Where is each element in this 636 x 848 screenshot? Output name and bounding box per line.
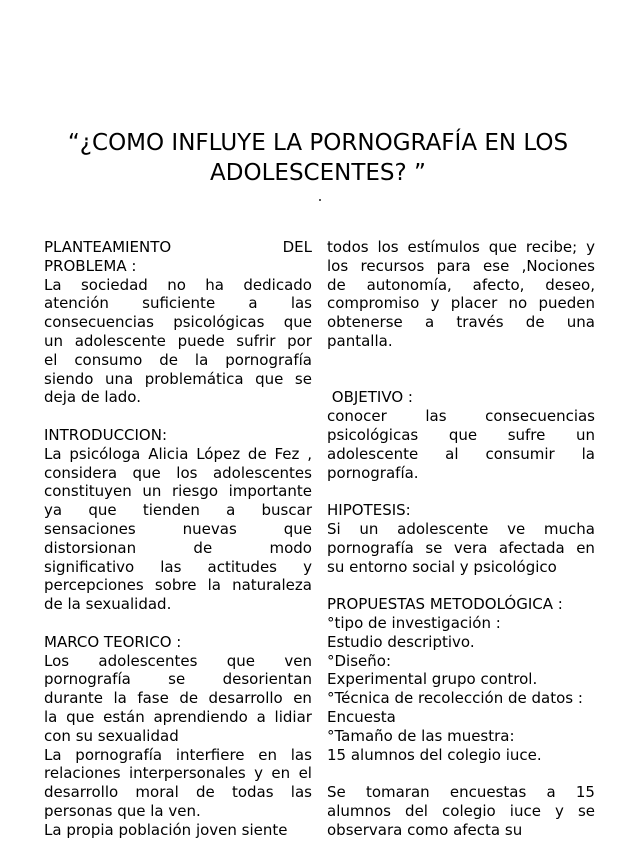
word: naturaleza (232, 576, 312, 595)
word: adolescente (397, 519, 489, 538)
text-line: su entorno social y psicológico (327, 557, 557, 576)
word: modo (269, 538, 312, 557)
paragraph (327, 670, 595, 689)
word: desarrollo (44, 783, 119, 802)
word: la (113, 689, 127, 708)
word: del (405, 801, 428, 820)
text-line: 15 alumnos del colegio iuce. (327, 745, 542, 764)
word: se (294, 369, 312, 388)
word: adolescente (327, 444, 419, 463)
word: sobre (154, 576, 197, 595)
text-line (327, 783, 595, 802)
paragraph (327, 614, 595, 633)
word: ese (483, 256, 510, 275)
word: ven (284, 651, 312, 670)
word: percepciones (44, 576, 144, 595)
word: deseo, (545, 275, 595, 294)
blank-line (327, 764, 595, 783)
word: tienden (142, 501, 200, 520)
text-line: PROPUESTAS METODOLÓGICA : (327, 595, 563, 614)
word: recursos (360, 256, 425, 275)
word: sufrir (236, 331, 276, 350)
word: La (44, 745, 62, 764)
paragraph (44, 652, 312, 746)
word: y (586, 238, 595, 256)
word: puede (177, 331, 225, 350)
word: todas (231, 783, 274, 802)
word: a (256, 707, 266, 726)
word: autonomía, (366, 275, 452, 294)
text-line (327, 802, 595, 821)
word: desorientan (222, 670, 312, 689)
word: los (377, 238, 399, 256)
paragraph (327, 407, 595, 482)
word: Los (44, 651, 70, 670)
word: un (575, 425, 595, 444)
word: vera (453, 538, 488, 557)
word: encuestas (449, 783, 527, 802)
paragraph (327, 746, 595, 765)
text-line (44, 746, 312, 765)
title-line-2: ADOLESCENTES? ” (210, 160, 426, 186)
word: un (359, 519, 379, 538)
text-line: Experimental grupo control. (327, 670, 538, 689)
left-column (44, 238, 312, 840)
word: las (425, 407, 447, 426)
word: una (566, 313, 595, 332)
word: la (207, 576, 221, 595)
paragraph (44, 426, 312, 445)
text-line (327, 539, 595, 558)
blank-line (327, 482, 595, 501)
text-line (44, 764, 312, 783)
word: de (525, 313, 545, 332)
word: suficiente (142, 294, 216, 313)
word: de (327, 275, 346, 294)
word: buscar (261, 501, 312, 520)
word: la (194, 350, 209, 369)
word: lidiar (274, 707, 312, 726)
word: importante (228, 482, 312, 501)
word: afecto, (472, 275, 525, 294)
text-line (44, 238, 312, 257)
text-line (327, 238, 595, 257)
word: sensaciones (44, 519, 136, 538)
word: Si (327, 519, 341, 538)
word: que (88, 501, 117, 520)
word: interfiere (175, 745, 245, 764)
word: iuce (509, 801, 541, 820)
word: a (424, 313, 435, 332)
word: compromiso (327, 294, 420, 313)
word: obtenerse (327, 313, 403, 332)
word: aprendiendo (153, 707, 248, 726)
text-line: La propia población joven siente (44, 820, 288, 839)
word: las (290, 783, 312, 802)
word: en (576, 538, 595, 557)
word: a (226, 501, 236, 520)
word: que (226, 651, 256, 670)
word: la (581, 444, 595, 463)
paragraph (44, 445, 312, 614)
text-line (327, 426, 595, 445)
text-line: Estudio descriptivo. (327, 632, 475, 651)
paragraph (327, 783, 595, 839)
word: interpersonales (128, 764, 246, 783)
text-line: pornografía. (327, 463, 419, 482)
paragraph (327, 501, 595, 520)
word: fase (137, 689, 169, 708)
word: ha (205, 275, 224, 294)
word: siendo (44, 369, 94, 388)
text-line: observara como afecta su (327, 820, 523, 839)
text-line: OBJETIVO : (327, 388, 413, 407)
word: el (44, 350, 58, 369)
word: pueden (538, 294, 595, 313)
text-line (44, 294, 312, 313)
word: significativo (44, 557, 135, 576)
word: López (196, 444, 241, 463)
text-line (327, 257, 595, 276)
text-line: MARCO TEORICO : (44, 632, 182, 651)
word: la (44, 707, 58, 726)
word: y (254, 764, 264, 783)
text-line (44, 445, 312, 464)
word: tomaran (365, 783, 430, 802)
word: PLANTEAMIENTO (44, 238, 172, 256)
paragraph (327, 595, 595, 614)
text-line (44, 501, 312, 520)
text-line (44, 351, 312, 370)
word: afectada (498, 538, 565, 557)
word: ,Nociones (521, 256, 595, 275)
word: el (298, 764, 312, 783)
text-line: HIPOTESIS: (327, 501, 411, 520)
word: ve (507, 519, 526, 538)
paragraph (327, 633, 595, 652)
word: Se (327, 783, 346, 802)
text-line (44, 576, 312, 595)
text-line: personas que la ven. (44, 801, 201, 820)
word: relaciones (44, 764, 121, 783)
word: placer (450, 294, 498, 313)
word: de (179, 689, 199, 708)
text-line: Encuesta (327, 707, 396, 726)
paragraph (44, 633, 312, 652)
word: Alicia (148, 444, 189, 463)
text-line (44, 464, 312, 483)
word: se (168, 670, 186, 689)
word: las (290, 294, 312, 313)
text-line: de la sexualidad. (44, 595, 172, 614)
word: psicológicas (173, 313, 265, 332)
paragraph (327, 238, 595, 351)
word: una (104, 369, 134, 388)
word: por (287, 331, 312, 350)
word: , (307, 444, 312, 463)
word: consumo (74, 350, 143, 369)
text-line (44, 332, 312, 351)
text-line (327, 276, 595, 295)
word: en (258, 745, 278, 764)
word: pornografía (225, 350, 312, 369)
text-line (44, 539, 312, 558)
text-line (327, 294, 595, 313)
word: 15 (575, 783, 595, 802)
word: ya (44, 501, 63, 520)
word: desarrollo (208, 689, 283, 708)
word: las (160, 557, 182, 576)
text-line (44, 689, 312, 708)
word: de (195, 783, 215, 802)
word: que (255, 369, 284, 388)
word: Fez (274, 444, 300, 463)
paragraph (44, 276, 312, 408)
word: sufre (507, 425, 546, 444)
text-line: PROBLEMA : (44, 256, 137, 275)
separator-dot (319, 199, 321, 201)
word: actitudes (207, 557, 277, 576)
word: un (142, 482, 162, 501)
text-line (44, 670, 312, 689)
paragraph (44, 746, 312, 821)
word: no (167, 275, 186, 294)
word: pornografía (44, 670, 131, 689)
text-line: °Diseño: (327, 651, 391, 670)
word: y (303, 557, 312, 576)
word: La (44, 275, 62, 294)
word: en (271, 764, 291, 783)
text-line: °Técnica de recolección de datos : (327, 689, 583, 708)
word: para (436, 256, 471, 275)
word: consumir (485, 444, 555, 463)
word: están (103, 707, 145, 726)
word: de (247, 444, 267, 463)
paragraph (327, 708, 595, 727)
word: pornografía (75, 745, 163, 764)
text-line: °tipo de investigación : (327, 613, 501, 632)
word: en (293, 689, 312, 708)
blank-line (327, 351, 595, 370)
word: problemática (144, 369, 244, 388)
word: riesgo (171, 482, 219, 501)
word: moral (135, 783, 179, 802)
paragraph (327, 388, 595, 407)
word: colegio (442, 801, 496, 820)
word: considera (44, 463, 118, 482)
word: al (445, 444, 459, 463)
word: que (448, 425, 478, 444)
word: través (456, 313, 504, 332)
word: constituyen (44, 482, 132, 501)
word: los (176, 463, 198, 482)
paragraph (44, 821, 312, 840)
text-line (327, 313, 595, 332)
word: psicóloga (69, 444, 141, 463)
paragraph (327, 727, 595, 746)
word: recibe; (525, 238, 578, 256)
blank-line (327, 576, 595, 595)
text-line (327, 407, 595, 426)
word: a (248, 294, 258, 313)
word: atención (44, 294, 109, 313)
blank-line (44, 614, 312, 633)
word: todos (327, 238, 369, 256)
word: que (66, 707, 95, 726)
right-column (327, 238, 595, 840)
text-line: INTRODUCCION: (44, 425, 168, 444)
word: DEL (282, 238, 312, 256)
word: que (283, 313, 312, 332)
word: pornografía (327, 538, 414, 557)
word: nuevas (182, 519, 237, 538)
title-line-1: “¿COMO INFLUYE LA PORNOGRAFÍA EN LOS (67, 130, 569, 156)
text-line (44, 276, 312, 295)
word: distorsionan (44, 538, 137, 557)
text-line (44, 313, 312, 332)
word: sociedad (80, 275, 148, 294)
word: consecuencias (485, 407, 595, 426)
word: alumnos (327, 801, 391, 820)
text-line (327, 445, 595, 464)
word: a (546, 783, 556, 802)
word: adolescentes (98, 651, 198, 670)
text-line (44, 708, 312, 727)
text-line (44, 783, 312, 802)
text-line (44, 370, 312, 389)
text-line (44, 558, 312, 577)
paragraph (327, 652, 595, 671)
word: La (44, 444, 62, 463)
word: conocer (327, 407, 387, 426)
word: y (555, 801, 564, 820)
word: se (577, 801, 595, 820)
word: estímulos (407, 238, 480, 256)
word: un (44, 331, 64, 350)
text-line (44, 520, 312, 539)
text-line: deja de lado. (44, 388, 141, 407)
text-line (44, 482, 312, 501)
word: que (488, 238, 518, 256)
word: consecuencias (44, 313, 154, 332)
blank-line (44, 407, 312, 426)
text-line: con su sexualidad (44, 726, 179, 745)
word: psicológicas (327, 425, 419, 444)
word: dedicado (243, 275, 312, 294)
word: que (283, 519, 312, 538)
paragraph (327, 520, 595, 576)
word: se (425, 538, 443, 557)
word: de (193, 538, 213, 557)
word: de (159, 350, 179, 369)
word: los (327, 256, 349, 275)
document-title (0, 128, 636, 188)
text-line (327, 520, 595, 539)
word: y (430, 294, 440, 313)
word: mucha (543, 519, 595, 538)
word: durante (44, 689, 104, 708)
text-line: pantalla. (327, 331, 393, 350)
blank-line (327, 370, 595, 389)
word: las (290, 745, 312, 764)
text-line: °Tamaño de las muestra: (327, 726, 515, 745)
word: adolescentes (212, 463, 312, 482)
text-line (44, 652, 312, 671)
paragraph (44, 238, 312, 276)
word: adolescente (74, 331, 166, 350)
word: que (132, 463, 161, 482)
paragraph (327, 689, 595, 708)
word: no (508, 294, 528, 313)
